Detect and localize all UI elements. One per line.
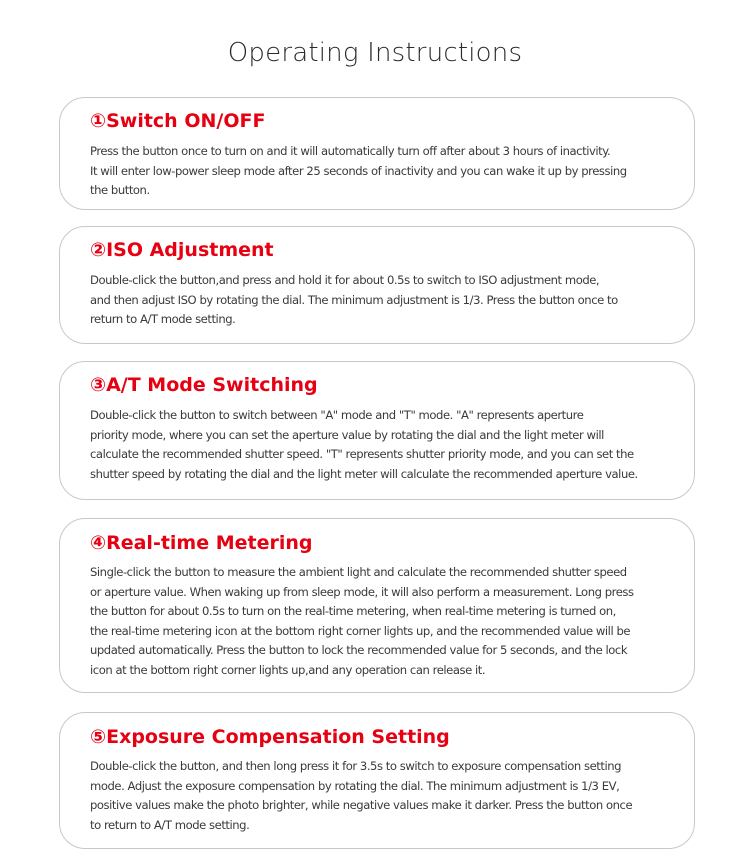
section-card-at-mode [59, 361, 695, 500]
section-title: ③A/T Mode Switching [90, 374, 318, 396]
section-title: ①Switch ON/OFF [90, 110, 266, 132]
body-line: Single-click the button to measure the ambient light and calculate the recommended shutter speed [90, 565, 627, 579]
section-card-metering [59, 518, 695, 693]
body-line: Double-click the button to switch between "A" mode and "T" mode. "A" represents aperture [90, 408, 584, 422]
section-body [90, 142, 680, 201]
body-line: positive values make the photo brighter, while negative values make it darker. Press the button once [90, 798, 633, 812]
body-line: mode. Adjust the exposure compensation by rotating the dial. The minimum adjustment is 1/3 EV, [90, 778, 620, 793]
section-body [90, 271, 680, 330]
body-line: to return to A/T mode setting. [90, 817, 250, 832]
body-line: Press the button once to turn on and it will automatically turn off after about 3 hours of inactivity. [90, 144, 611, 158]
section-body [90, 406, 680, 484]
section-title: ⑤Exposure Compensation Setting [90, 726, 450, 748]
section-card-iso [59, 226, 695, 344]
page-title: Operating Instructions [227, 38, 523, 68]
section-title: ②ISO Adjustment [90, 239, 274, 261]
section-title: ④Real-time Metering [90, 532, 313, 554]
body-line: the real-time metering icon at the bottom right corner lights up, and the recommended value will be [90, 623, 631, 638]
body-line: It will enter low-power sleep mode after 25 seconds of inactivity and you can wake it up by pressing [90, 163, 627, 178]
section-body [90, 757, 680, 835]
section-body [90, 563, 680, 680]
body-line: updated automatically. Press the button to lock the recommended value for 5 seconds, and the lock [90, 643, 628, 657]
body-line: the button for about 0.5s to turn on the real-time metering, when real-time metering is turned on, [90, 604, 616, 618]
section-card-switch [59, 97, 695, 210]
body-line: Double-click the button, and then long press it for 3.5s to switch to exposure compensation setting [90, 759, 622, 773]
body-line: the button. [90, 183, 150, 197]
body-line: icon at the bottom right corner lights up,and any operation can release it. [90, 662, 486, 677]
body-line: Double-click the button,and press and hold it for about 0.5s to switch to ISO adjustment mode, [90, 273, 600, 287]
body-line: or aperture value. When waking up from sleep mode, it will also perform a measurement. Long press [90, 584, 634, 599]
body-line: return to A/T mode setting. [90, 312, 236, 326]
body-line: shutter speed by rotating the dial and the light meter will calculate the recommended aperture value. [90, 466, 638, 481]
body-line: and then adjust ISO by rotating the dial. The minimum adjustment is 1/3. Press the button once to [90, 292, 618, 307]
body-line: calculate the recommended shutter speed. "T" represents shutter priority mode, and you can set the [90, 447, 634, 461]
section-card-exposure [59, 712, 695, 849]
body-line: priority mode, where you can set the aperture value by rotating the dial and the light meter will [90, 427, 604, 442]
